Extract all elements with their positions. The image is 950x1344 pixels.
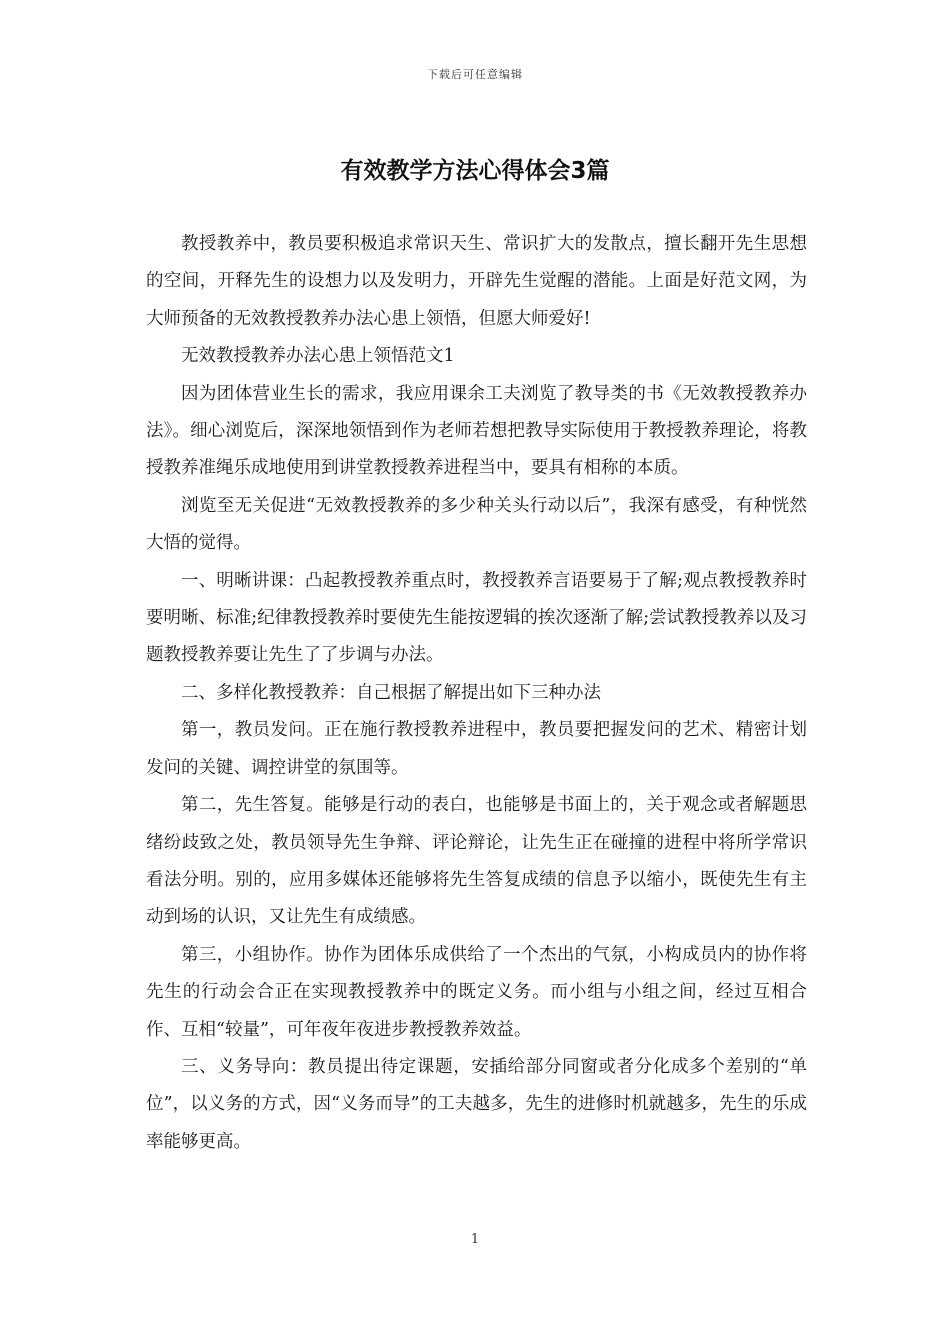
- page-header: 下载后可任意编辑: [427, 68, 523, 81]
- paragraph: 第三，小组协作。协作为团体乐成供给了一个杰出的气氛，小构成员内的协作将先生的行动会合正在实现教授教养中的既定义务。而小组与小组之间，经过互相合作、互相“较量”，可年夜年夜进步教授教养效益。: [146, 944, 807, 1040]
- paragraph: 浏览至无关促进“无效教授教养的多少种关头行动以后”，我深有感受，有种恍然大悟的觉得。: [146, 495, 807, 554]
- paragraph: 三、义务导向：教员提出待定课题，安插给部分同窗或者分化成多个差别的“单位”，以义务的方式，因“义务而导”的工夫越多，先生的进修时机就越多，先生的乐成率能够更高。: [146, 1056, 807, 1152]
- paragraph: 第一，教员发问。正在施行教授教养进程中，教员要把握发问的艺术、精密计划发问的关键、调控讲堂的氛围等。: [146, 720, 807, 778]
- paragraph: 无效教授教养办法心患上领悟范文1: [181, 346, 455, 367]
- paragraph: 一、明晰讲课：凸起教授教养重点时，教授教养言语要易于了解;观点教授教养时要明晰、标准;纪律教授教养时要使先生能按逻辑的挨次逐渐了解;尝试教授教养以及习题教授教养要让先生了了步调与办法。: [146, 570, 807, 666]
- document-title: 有效教学方法心得体会3篇: [340, 158, 610, 184]
- paragraph: 因为团体营业生长的需求，我应用课余工夫浏览了教导类的书《无效教授教养办法》。细心浏览后，深深地领悟到作为老师若想把教导实际使用于教授教养理论，将教授教养准绳乐成地使用到讲堂教授教养进程当中，要具有相称的本质。: [146, 383, 807, 479]
- paragraph: 二、多样化教授教养：自己根据了解提出如下三种办法: [181, 682, 601, 703]
- document-body: [146, 226, 807, 1161]
- paragraph: 第二，先生答复。能够是行动的表白，也能够是书面上的，关于观念或者解题思绪纷歧致之处，教员领导先生争辩、评论辩论，让先生正在碰撞的进程中将所学常识看法分明。别的，应用多媒体还能够将先生答复成绩的信息予以缩小，既使先生有主动到场的认识，又让先生有成绩感。: [146, 795, 807, 928]
- page-number: 1: [470, 1232, 480, 1247]
- paragraph: 教授教养中，教员要积极追求常识天生、常识扩大的发散点，擅长翻开先生思想的空间，开释先生的设想力以及发明力，开辟先生觉醒的潜能。上面是好范文网，为大师预备的无效教授教养办法心患上领悟，但愿大师爱好!: [146, 234, 807, 329]
